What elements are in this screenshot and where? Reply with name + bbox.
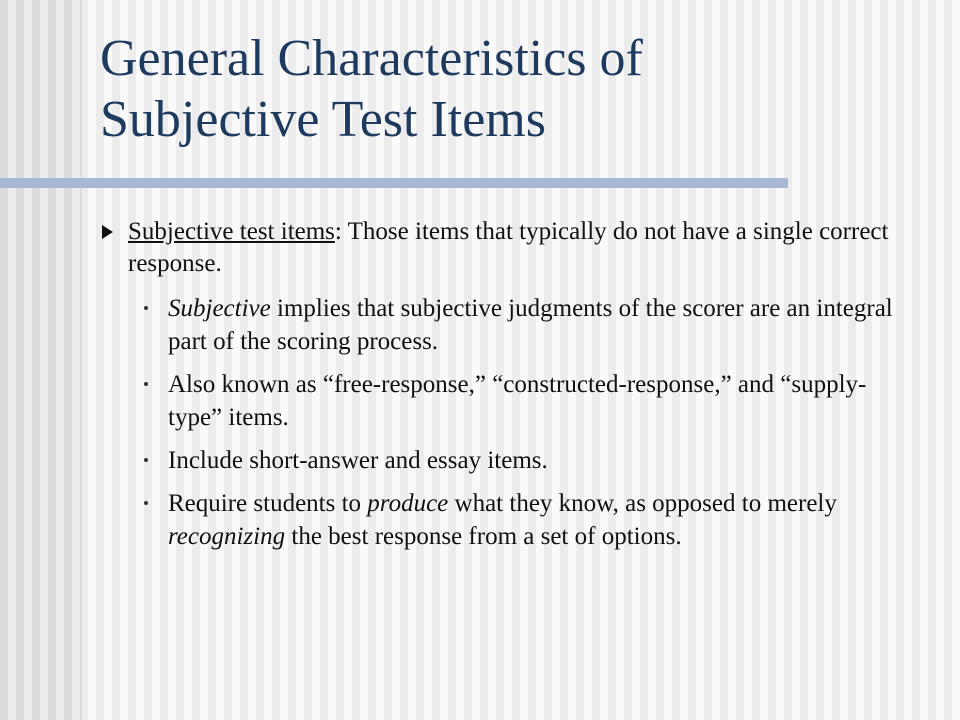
sub-bullet-4-text-1: Require students to xyxy=(168,490,368,517)
main-bullet-term: Subjective test items xyxy=(128,218,335,245)
slide-title-line-2: Subjective Test Items xyxy=(100,91,546,148)
slide-left-band xyxy=(0,0,82,720)
sub-bullet-3 xyxy=(102,444,902,477)
dot-bullet-icon xyxy=(144,458,148,462)
main-bullet-definition: : Those items that typically do not have a single correct response. xyxy=(128,218,889,277)
sub-bullet-3-text: Include short-answer and essay items. xyxy=(168,447,548,474)
sub-bullet-1-emphasis: Subjective xyxy=(168,295,271,322)
title-underline-rule xyxy=(0,178,788,188)
sub-bullet-4-emphasis-2: recognizing xyxy=(168,523,286,550)
arrowhead-bullet-icon xyxy=(102,225,113,239)
sub-bullet-4-text-3: the best response from a set of options. xyxy=(285,523,682,550)
sub-bullet-4-emphasis-1: produce xyxy=(367,490,449,517)
sub-bullet-1 xyxy=(102,292,902,358)
main-bullet xyxy=(102,216,902,280)
slide-title-line-1: General Characteristics of xyxy=(100,30,643,87)
dot-bullet-icon xyxy=(144,382,148,386)
sub-bullet-2 xyxy=(102,368,902,434)
sub-bullet-4 xyxy=(102,487,902,553)
slide-body xyxy=(102,216,902,563)
sub-bullet-2-text: Also known as “free-response,” “constructed-response,” and “supply-type” items. xyxy=(168,371,867,431)
slide-title xyxy=(100,28,920,150)
dot-bullet-icon xyxy=(144,501,148,505)
dot-bullet-icon xyxy=(144,306,148,310)
sub-bullet-4-text-2: what they know, as opposed to merely xyxy=(448,490,837,517)
sub-bullet-1-text: implies that subjective judgments of the scorer are an integral part of the scoring process. xyxy=(168,295,893,355)
sub-bullet-list xyxy=(102,292,902,553)
